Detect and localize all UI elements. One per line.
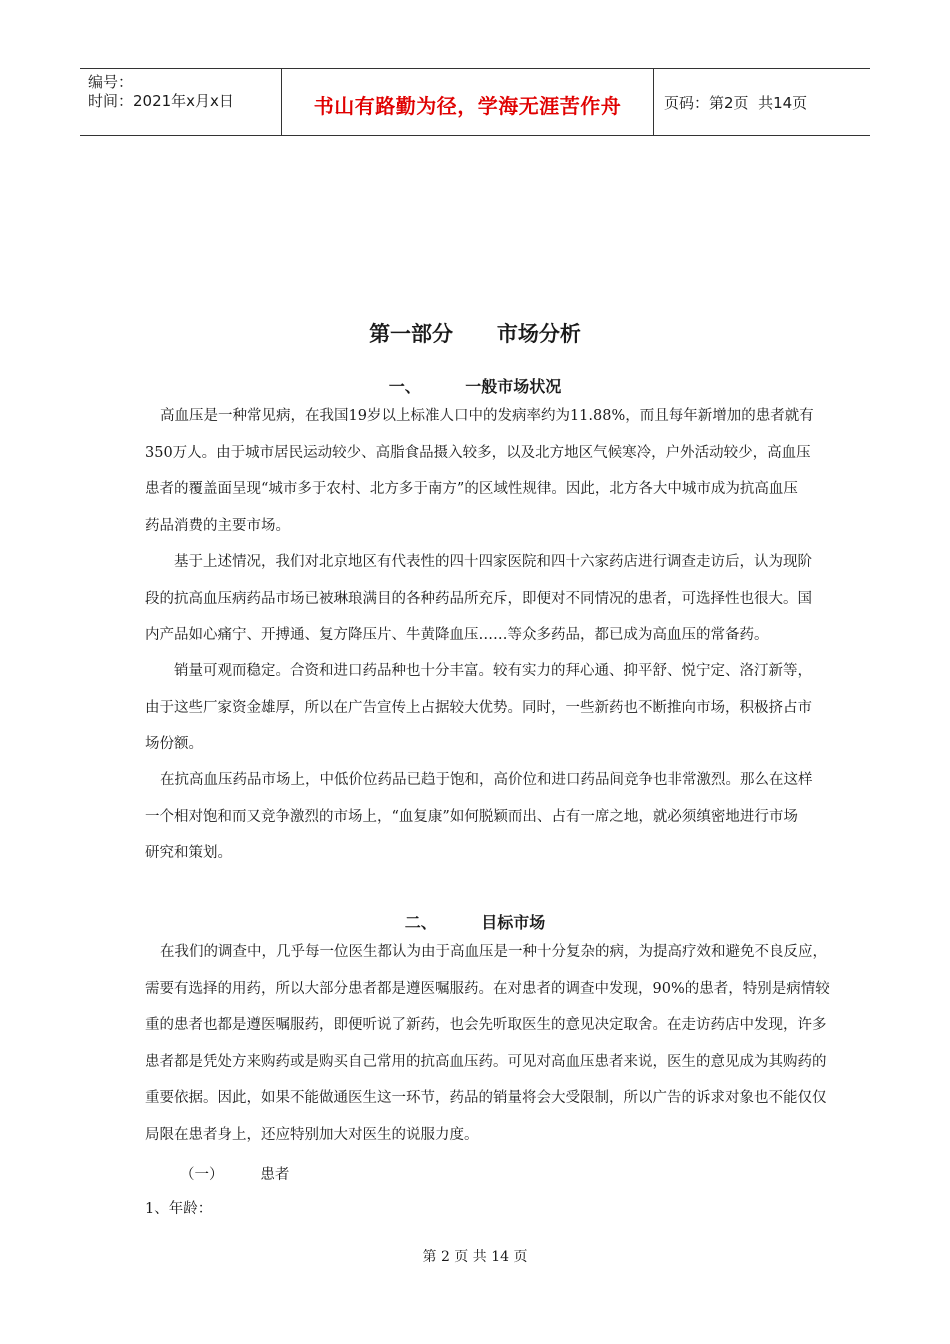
text-line: 在抗高血压药品市场上，中低价位药品已趋于饱和，高价位和进口药品间竞争也非常激烈。那么在这样	[160, 772, 813, 788]
section1-paragraph-4	[145, 762, 813, 872]
text-line: 一个相对饱和而又竞争激烈的市场上，“血复康”如何脱颖而出、占有一席之地，就必须缜密地进行市场	[145, 808, 798, 825]
text-line: 基于上述情况，我们对北京地区有代表性的四十四家医院和四十六家药店进行调查走访后，认为现阶	[174, 554, 812, 570]
number-label: 编号：	[88, 73, 134, 91]
text-line: 内产品如心痛宁、开搏通、复方降压片、牛黄降血压……等众多药品，都已成为高血压的常备药。	[145, 627, 769, 643]
date-label: 时间：2021年x月x日	[88, 92, 234, 110]
document-title: 第一部分 市场分析	[369, 322, 581, 346]
header-table	[80, 68, 870, 136]
motto-text: 书山有路勤为径，学海无涯苦作舟	[313, 93, 622, 118]
item-age: 1、年龄：	[145, 1201, 213, 1217]
text-line: 局限在患者身上，还应特别加大对医生的说服力度。	[145, 1126, 479, 1143]
section1-heading: 一、 一般市场状况	[388, 377, 562, 396]
text-line: 患者都是凭处方来购药或是购买自己常用的抗高血压药。可见对高血压患者来说，医生的意见成为其购药的	[145, 1053, 827, 1070]
text-line: 重的患者也都是遵医嘱服药，即便听说了新药，也会先听取医生的意见决定取舍。在走访药店中发现，许多	[145, 1017, 827, 1033]
header-meta-cell	[80, 69, 282, 135]
text-line: 由于这些厂家资金雄厚，所以在广告宣传上占据较大优势。同时，一些新药也不断推向市场，积极挤占市	[145, 699, 812, 716]
text-line: 药品消费的主要市场。	[145, 517, 290, 534]
subsection-patients: （一） 患者	[180, 1167, 290, 1183]
text-line: 需要有选择的用药，所以大部分患者都是遵医嘱服药。在对患者的调查中发现，90%的患者，特别是病情较	[145, 980, 830, 997]
text-line: 350万人。由于城市居民运动较少、高脂食品摄入较多，以及北方地区气候寒冷，户外活动较少，高血压	[145, 444, 811, 461]
text-line: 销量可观而稳定。合资和进口药品种也十分丰富。较有实力的拜心通、抑平舒、悦宁定、洛汀新等，	[174, 663, 812, 679]
section1-paragraph-1	[145, 398, 814, 544]
text-line: 段的抗高血压病药品市场已被琳琅满目的各种药品所充斥，即便对不同情况的患者，可选择性也很大。国	[145, 590, 812, 607]
page-label: 页码：第2页 共14页	[664, 93, 808, 112]
section2-paragraph-1	[145, 934, 830, 1153]
text-line: 在我们的调查中，几乎每一位医生都认为由于高血压是一种十分复杂的病，为提高疗效和避免不良反应，	[160, 944, 827, 960]
section1-paragraph-3	[145, 653, 812, 763]
text-line: 场份额。	[145, 736, 203, 752]
text-line: 研究和策划。	[145, 845, 232, 861]
section1-paragraph-2	[145, 544, 812, 654]
text-line: 高血压是一种常见病，在我国19岁以上标准人口中的发病率约为11.88%，而且每年新增加的患者就有	[160, 408, 814, 424]
header-motto-cell	[282, 69, 654, 135]
text-line: 重要依据。因此，如果不能做通医生这一环节，药品的销量将会大受限制，所以广告的诉求对象也不能仅仅	[145, 1090, 827, 1106]
text-line: 患者的覆盖面呈现“城市多于农村、北方多于南方”的区域性规律。因此，北方各大中城市成为抗高血压	[145, 481, 798, 497]
page-footer: 第 2 页 共 14 页	[422, 1249, 528, 1265]
header-page-cell	[654, 69, 870, 135]
section2-heading: 二、 目标市场	[404, 913, 546, 932]
